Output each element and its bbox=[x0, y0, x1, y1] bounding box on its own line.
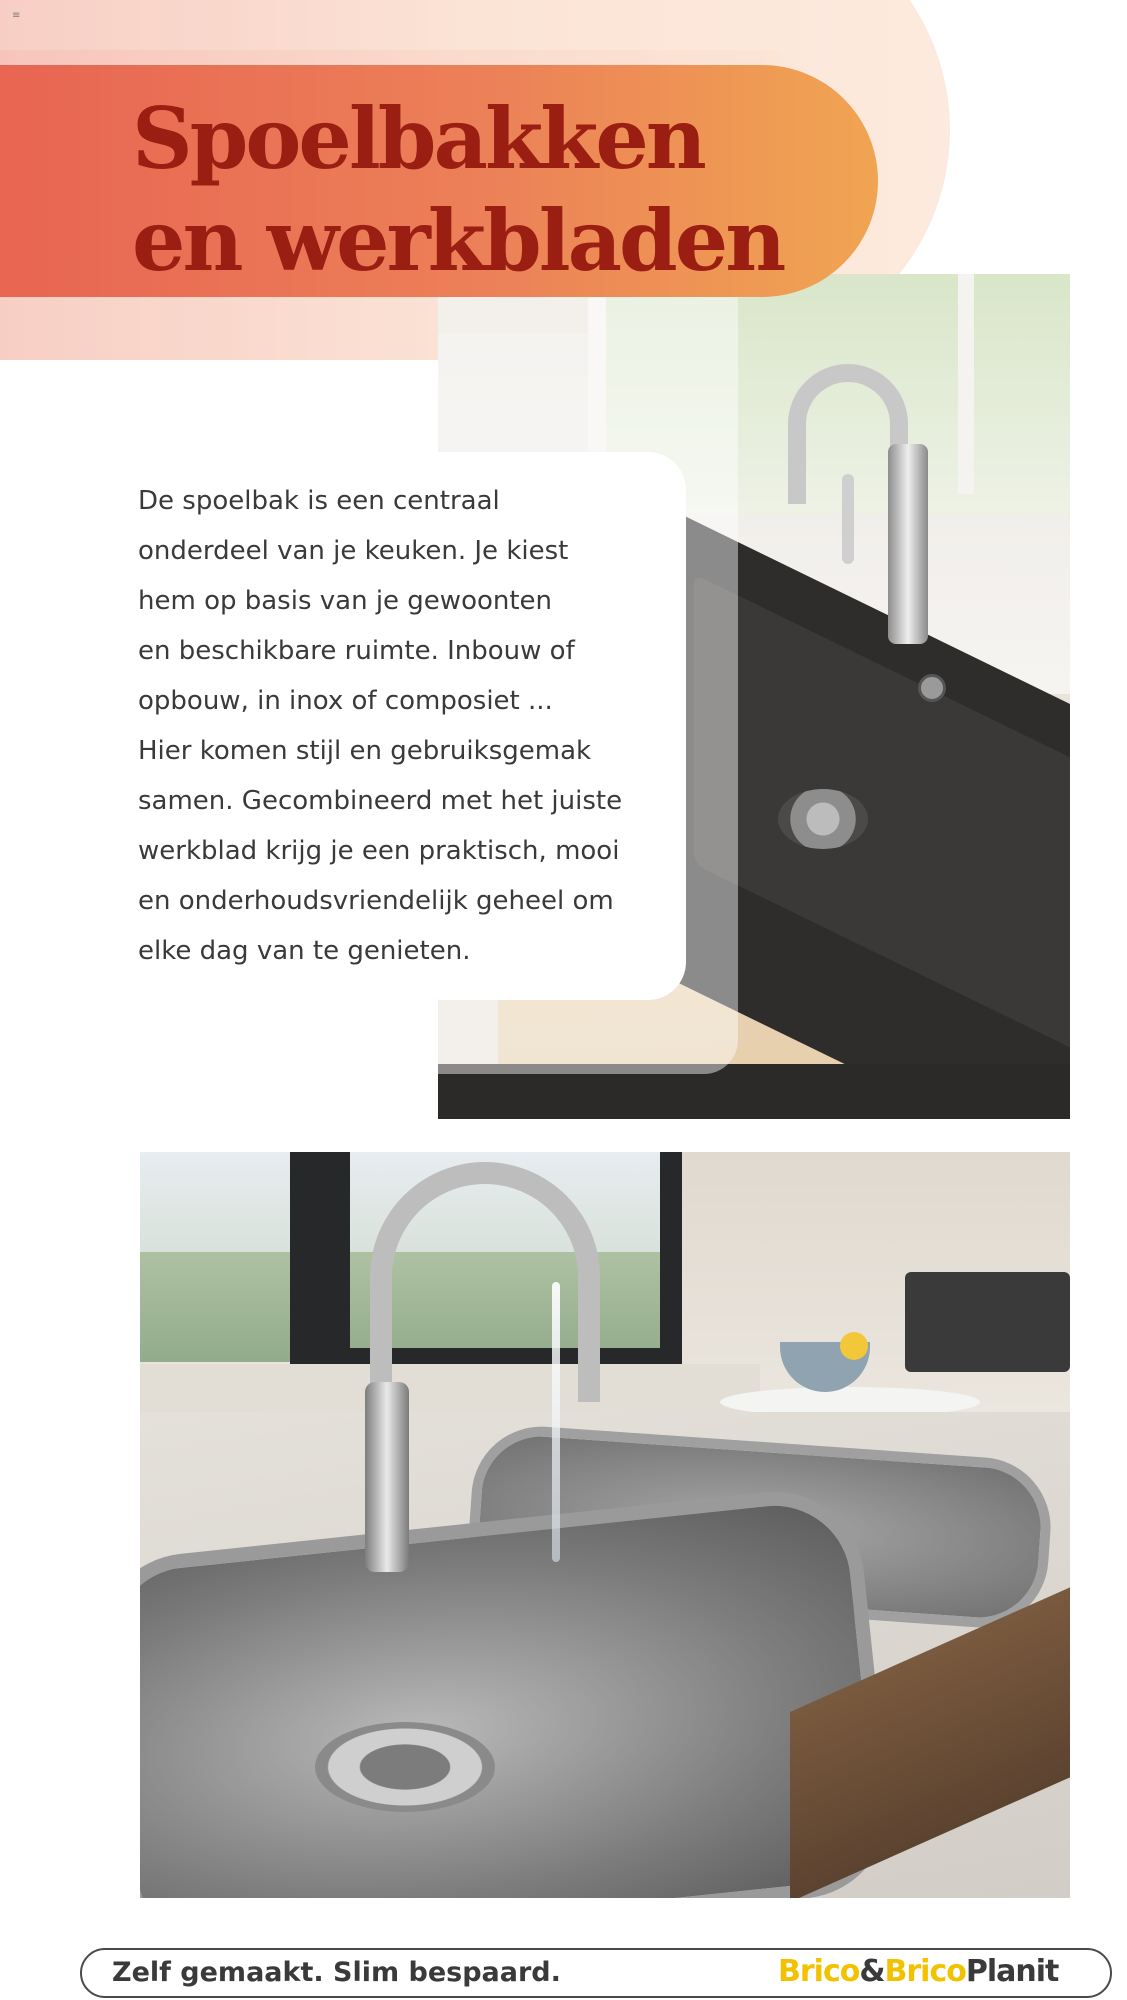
lemon bbox=[840, 1332, 868, 1360]
brico-planit-logo[interactable] bbox=[778, 1954, 1058, 1990]
logo-ampersand: & bbox=[859, 1954, 885, 1989]
page-title bbox=[132, 88, 783, 292]
intro-line: Hier komen stijl en gebruiksgemak bbox=[138, 736, 592, 766]
intro-line: opbouw, in inox of composiet ... bbox=[138, 686, 553, 716]
intro-line: onderdeel van je keuken. Je kiest bbox=[138, 536, 569, 566]
intro-line: hem op basis van je gewoonten bbox=[138, 586, 553, 616]
running-water bbox=[552, 1282, 560, 1562]
intro-paragraph bbox=[138, 476, 678, 976]
intro-line: werkblad krijg je een praktisch, mooi bbox=[138, 836, 620, 866]
intro-line: elke dag van te genieten. bbox=[138, 936, 471, 966]
page-title-line-2: en werkbladen bbox=[132, 191, 784, 290]
intro-line: samen. Gecombineerd met het juiste bbox=[138, 786, 623, 816]
drain bbox=[778, 789, 868, 849]
logo-brico: Brico bbox=[778, 1954, 860, 1989]
page-title-line-1: Spoelbakken bbox=[132, 89, 704, 188]
intro-line: en beschikbare ruimte. Inbouw of bbox=[138, 636, 575, 666]
microwave bbox=[905, 1272, 1070, 1372]
intro-line: en onderhoudsvriendelijk geheel om bbox=[138, 886, 614, 916]
menu-icon[interactable]: ≡ bbox=[12, 10, 21, 21]
footer-slogan: Zelf gemaakt. Slim bespaard. bbox=[112, 1957, 561, 1988]
logo-brico-2: Brico bbox=[884, 1954, 966, 1989]
logo-planit: Planit bbox=[965, 1954, 1059, 1989]
faucet bbox=[370, 1162, 600, 1402]
large-sink-bowl bbox=[140, 1483, 897, 1898]
drain bbox=[315, 1722, 495, 1812]
stainless-steel-sink-photo bbox=[140, 1152, 1070, 1898]
intro-line: De spoelbak is een centraal bbox=[138, 486, 500, 516]
